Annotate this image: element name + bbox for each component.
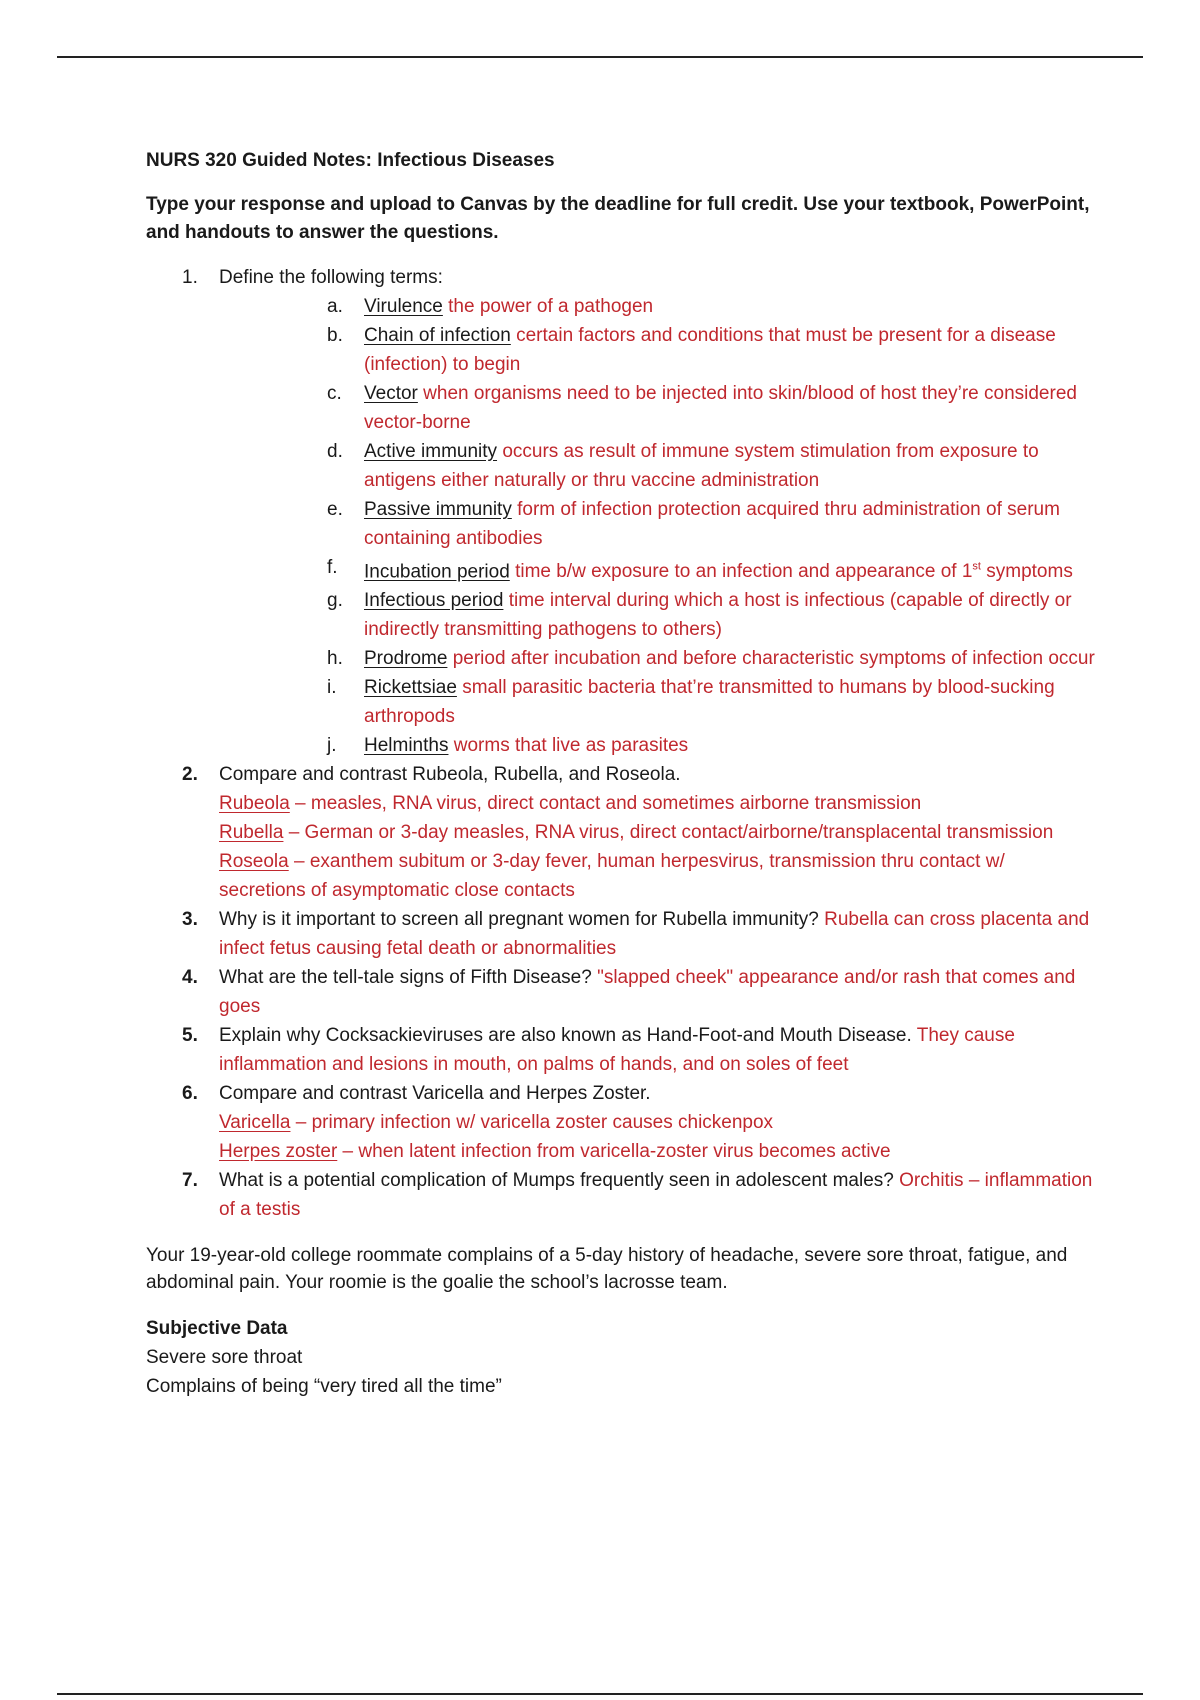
question-2 [146,760,1096,905]
term-label: Chain of infection [364,325,511,346]
answer-definition: – exanthem subitum or 3-day fever, human herpesvirus, transmission thru contact w/ secretions of asymptomatic close contacts [219,851,1005,902]
list-item [219,437,1096,495]
term-definition [515,561,1073,582]
subjective-item: Complains of being “very tired all the time” [146,1376,502,1398]
question-number: 1. [182,267,198,288]
answer-line [219,789,1096,818]
answer-definition: – measles, RNA virus, direct contact and sometimes airborne transmission [289,793,922,815]
document-title: NURS 320 Guided Notes: Infectious Diseases [146,150,555,171]
answer-term: Herpes zoster [219,1141,338,1163]
item-letter: b. [327,325,343,346]
item-letter: i. [327,677,337,699]
term-label: Helminths [364,735,449,757]
item-letter: h. [327,648,343,670]
question-number: 7. [182,1170,198,1192]
term-label: Prodrome [364,648,448,670]
answer-text: "slapped cheek" appearance and/or rash that comes and goes [219,967,1076,1018]
answer-text: They cause inflammation and lesions in mouth, on palms of hands, and on soles of feet [219,1025,1015,1076]
list-item [219,379,1096,437]
question-1 [146,263,1096,760]
question-text: What is a potential complication of Mumps frequently seen in adolescent males? [219,1170,894,1192]
question-4 [146,963,1096,1021]
list-item [219,553,1096,586]
question-text: Why is it important to screen all pregnant women for Rubella immunity? [219,909,819,931]
list-item [219,673,1096,731]
list-item [219,586,1096,644]
answer-line [219,1108,1096,1137]
question-text: What are the tell-tale signs of Fifth Disease? [219,967,592,989]
answer-term: Rubeola [219,793,290,815]
term-definition: period after incubation and before characteristic symptoms of infection occur [452,648,1095,670]
term-label: Vector [364,383,418,404]
answer-line [219,1137,1096,1166]
subjective-data-heading: Subjective Data [146,1318,288,1340]
item-letter: e. [327,499,343,520]
subjective-item: Severe sore throat [146,1347,303,1369]
question-text: Define the following terms: [219,267,443,288]
instructions: Type your response and upload to Canvas by the deadline for full credit. Use your textbook, PowerPoint, and handouts to answer the questions. [146,194,1090,243]
question-number: 2. [182,764,198,786]
answer-term: Roseola [219,851,289,873]
term-definition: when organisms need to be injected into skin/blood of host they’re considered vector-borne [364,383,1077,433]
term-definition: certain factors and conditions that must be present for a disease (infection) to begin [364,325,1056,375]
question-number: 5. [182,1025,198,1047]
question-7 [146,1166,1096,1224]
item-letter: f. [327,557,338,578]
term-definition: form of infection protection acquired thru administration of serum containing antibodies [364,499,1060,549]
item-letter: c. [327,383,342,404]
question-number: 3. [182,909,198,931]
question-3 [146,905,1096,963]
case-scenario: Your 19-year-old college roommate complains of a 5-day history of headache, severe sore throat, fatigue, and abdominal pain. Your roomie is the goalie the school’s lacrosse team. [146,1245,1068,1294]
question-text: Explain why Cocksackieviruses are also known as Hand-Foot-and Mouth Disease. [219,1025,912,1047]
item-letter: g. [327,590,343,612]
term-label: Virulence [364,296,443,317]
definition-text: time b/w exposure to an infection and appearance of 1 [515,561,973,583]
term-label: Rickettsiae [364,677,457,699]
question-text: Compare and contrast Varicella and Herpes Zoster. [219,1083,651,1105]
list-item [219,731,1096,760]
item-letter: a. [327,296,343,317]
document-body [146,146,1096,1401]
term-label: Passive immunity [364,499,512,520]
answer-term: Rubella [219,822,284,844]
answer-line [219,847,1096,905]
item-letter: d. [327,441,343,462]
answer-line [219,818,1096,847]
answer-text: Orchitis – inflammation of a testis [219,1170,1093,1221]
ordinal-suffix: st [972,561,981,573]
term-definition: the power of a pathogen [448,296,654,317]
item-letter: j. [327,735,337,757]
question-5 [146,1021,1096,1079]
question-text: Compare and contrast Rubeola, Rubella, and Roseola. [219,764,681,786]
answer-definition: – when latent infection from varicella-zoster virus becomes active [337,1141,891,1163]
bottom-rule [57,1693,1143,1695]
list-item [219,495,1096,553]
answer-definition: – primary infection w/ varicella zoster causes chickenpox [290,1112,774,1134]
term-label: Infectious period [364,590,504,612]
question-number: 6. [182,1083,198,1105]
answer-text: Rubella can cross placenta and infect fetus causing fetal death or abnormalities [219,909,1090,960]
term-label: Active immunity [364,441,498,462]
term-definition: time interval during which a host is infectious (capable of directly or indirectly transmitting pathogens to others) [364,590,1072,641]
answer-definition: – German or 3-day measles, RNA virus, direct contact/airborne/transplacental transmission [283,822,1054,844]
list-item [219,292,1096,321]
definition-text-end: symptoms [980,561,1073,583]
list-item [219,644,1096,673]
term-definition: small parasitic bacteria that’re transmitted to humans by blood-sucking arthropods [364,677,1055,728]
term-definition: worms that live as parasites [453,735,689,757]
answer-term: Varicella [219,1112,291,1134]
question-number: 4. [182,967,198,989]
term-label: Incubation period [364,561,510,583]
list-item [219,321,1096,379]
term-list [219,292,1096,760]
question-6 [146,1079,1096,1166]
top-rule [57,56,1143,58]
term-definition: occurs as result of immune system stimulation from exposure to antigens either naturally or thru vaccine administration [364,441,1039,491]
